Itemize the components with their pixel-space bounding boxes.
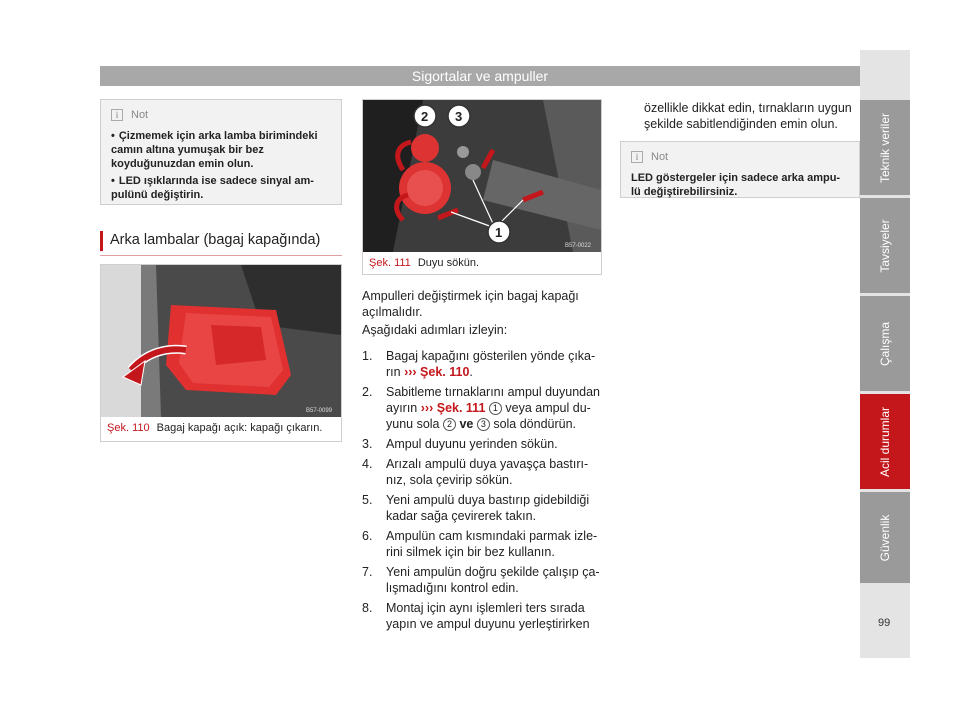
figure-link[interactable]: Şek. 111 xyxy=(436,401,486,415)
note-item: • Çizmemek için arka lamba birimindeki camın altına yumuşak bir bez koyduğunuzdan emin olun. xyxy=(111,130,318,170)
callout-1-badge: 1 xyxy=(489,402,502,415)
tab-acil-durumlar[interactable]: Acil durumlar xyxy=(860,394,910,489)
tab-calisma[interactable]: Çalışma xyxy=(860,296,910,391)
tab-tavsiyeler[interactable]: Tavsiyeler xyxy=(860,198,910,293)
info-icon: i xyxy=(631,151,643,163)
figure-caption-text: Bagaj kapağı açık: kapağı çıkarın. xyxy=(156,422,323,434)
note-body: LED göstergeler için sadece arka ampu- lü değiştirebilirsiniz. xyxy=(631,172,841,198)
note-body xyxy=(101,125,341,213)
step-item: 5. Yeni ampulü duya bastırıp gidebildiği kadar sağa çevirerek takın. xyxy=(362,493,590,523)
figure-110 xyxy=(100,264,342,442)
figure-number: Şek. 111 xyxy=(369,257,411,269)
intro-instruction: Aşağıdaki adımları izleyin: xyxy=(362,323,508,337)
step-item: 8. Montaj için aynı işlemleri ters sırada yapın ve ampul duyunu yerleştirirken xyxy=(362,601,590,631)
callout-2-badge: 2 xyxy=(443,418,456,431)
note-title: Not xyxy=(651,151,669,163)
step-item: 1. Bagaj kapağını gösterilen yönde çıka- rın ››› Şek. 110. xyxy=(362,349,596,379)
note-item: • LED ışıklarında ise sadece sinyal am- pulünü değiştirin. xyxy=(111,175,314,201)
callout-1: 1 xyxy=(495,225,503,240)
figure-link[interactable]: Şek. 110 xyxy=(420,365,470,379)
callout-3-badge: 3 xyxy=(477,418,490,431)
chapter-header: Sigortalar ve ampuller xyxy=(100,66,860,86)
figure-number: Şek. 110 xyxy=(107,422,150,434)
step-item: 4. Arızalı ampulü duya yavaşça bastırı- nız, sola çevirip sökün. xyxy=(362,457,589,487)
callout-3: 3 xyxy=(455,109,463,124)
step-item: 3. Ampul duyunu yerinden sökün. xyxy=(362,437,558,451)
section-heading: Arka lambalar (bagaj kapağında) xyxy=(100,232,342,256)
note-box xyxy=(620,141,860,198)
ref-arrow: ››› xyxy=(404,365,417,379)
figure-111 xyxy=(362,99,602,275)
bulb-holder-illustration xyxy=(363,100,601,252)
figure-caption-text: Duyu sökün. xyxy=(417,257,480,269)
note-title: Not xyxy=(131,109,149,121)
note-header xyxy=(621,147,859,167)
steps-list xyxy=(362,348,604,636)
ref-arrow: ››› xyxy=(420,401,434,415)
tab-guvenlik[interactable]: Güvenlik xyxy=(860,492,910,583)
tail-lamp-cover-illustration xyxy=(101,265,341,417)
note-box xyxy=(100,99,342,205)
step-item: 7. Yeni ampulün doğru şekilde çalışıp ça- lışmadığını kontrol edin. xyxy=(362,565,600,595)
figure-caption xyxy=(363,252,601,269)
figure-caption xyxy=(101,417,341,434)
note-header xyxy=(101,105,341,125)
figure-code: B57-0022 xyxy=(565,243,592,249)
step-item: 2. Sabitleme tırnaklarını ampul duyundan ayırın ››› Şek. 111 1 veya ampul du- yunu sola 2 ve 3 sola döndürün. xyxy=(362,385,601,431)
step-item: 6. Ampulün cam kısmındaki parmak izle- rini silmek için bir bez kullanın. xyxy=(362,529,598,559)
figure-code: B57-0099 xyxy=(306,408,333,414)
info-icon: i xyxy=(111,109,123,121)
step-continuation: özellikle dikkat edin, tırnakların uygun şekilde sabitlendiğinden emin olun. xyxy=(644,101,852,131)
intro-paragraph: Ampulleri değiştirmek için bagaj kapağı açılmalıdır. xyxy=(362,289,579,319)
tab-teknik-veriler[interactable]: Teknik veriler xyxy=(860,100,910,195)
callout-2: 2 xyxy=(421,109,429,124)
page-number: 99 xyxy=(878,617,891,629)
